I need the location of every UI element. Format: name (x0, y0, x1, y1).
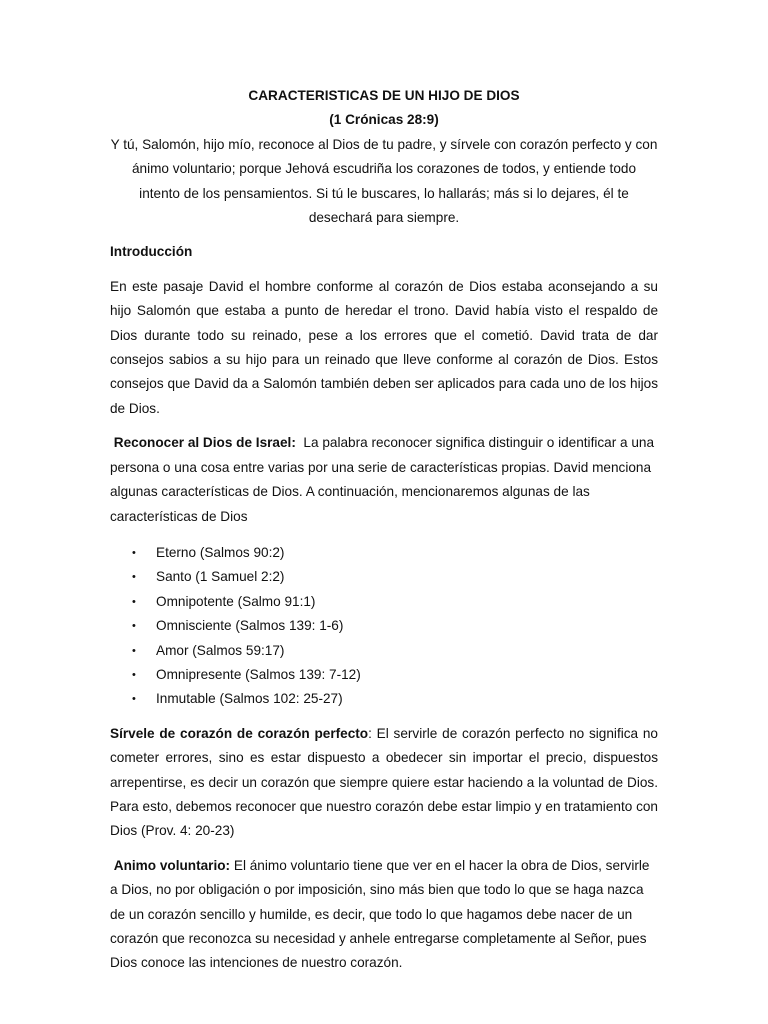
introduction-paragraph: En este pasaje David el hombre conforme al corazón de Dios estaba aconsejando a su hijo Salomón que estaba a punto de heredar el trono. David había visto el respaldo de Dios durante todo su reinado, pese a los errores que el cometió. David trata de dar consejos sabios a su hijo para un reinado que lleve conforme al corazón de Dios. Estos consejos que David da a Salomón también deben ser aplicados para cada uno de los hijos de Dios. (110, 278, 658, 416)
list-item (132, 639, 658, 663)
servir-paragraph (110, 722, 658, 844)
animo-lead: Animo voluntario: (113, 857, 231, 873)
bullet-icon: • (132, 595, 136, 608)
attributes-list (110, 541, 658, 712)
list-item-text: Eterno (Salmos 90:2) (156, 544, 285, 560)
reconocer-paragraph (110, 431, 658, 529)
scripture-verse: Y tú, Salomón, hijo mío, reconoce al Dios de tu padre, y sírvele con corazón perfecto y con ánimo voluntario; porque Jehová escudriña los corazones de todos, y entiende todo intento de los pensamientos. Si tú le buscares, lo hallarás; más si lo dejares, él te desechará para siempre. (110, 136, 658, 226)
animo-text: El ánimo voluntario tiene que ver en el hacer la obra de Dios, servirle a Dios, no por obligación o por imposición, sino más bien que todo lo que se haga nazca de un corazón sencillo y humilde, es decir, que todo lo que hagamos debe nacer de un corazón que reconozca su necesidad y anhele entregarse completamente al Señor, pues Dios conoce las intenciones de nuestro corazón. (110, 857, 650, 971)
scripture-reference: (1 Crónicas 28:9) (329, 112, 439, 128)
servir-lead: Sírvele de corazón de corazón perfecto (110, 725, 369, 741)
animo-paragraph (110, 854, 658, 976)
list-item (132, 590, 658, 614)
list-item (132, 565, 658, 589)
servir-text: : El servirle de corazón perfecto no significa no cometer errores, sino es estar dispuesto a obedecer sin importar el precio, dispuestos arrepentirse, es decir un corazón que siempre quiere estar haciendo a la voluntad de Dios. Para esto, debemos reconocer que nuestro corazón debe estar limpio y en tratamiento con Dios (Prov. 4: 20-23) (110, 725, 658, 839)
introduction-heading: Introducción (110, 244, 193, 260)
title-block (110, 84, 658, 230)
list-item-text: Omnipotente (Salmo 91:1) (156, 593, 316, 609)
list-item-text: Inmutable (Salmos 102: 25-27) (156, 691, 343, 707)
list-item-text: Santo (1 Samuel 2:2) (156, 569, 285, 585)
bullet-icon: • (132, 644, 136, 657)
bullet-icon: • (132, 620, 136, 633)
list-item (132, 614, 658, 638)
list-item-text: Omnipresente (Salmos 139: 7-12) (156, 666, 361, 682)
list-item (132, 663, 658, 687)
list-item-text: Amor (Salmos 59:17) (156, 642, 285, 658)
bullet-icon: • (132, 668, 136, 681)
list-item (132, 541, 658, 565)
reconocer-lead: Reconocer al Dios de Israel: (113, 435, 296, 451)
bullet-icon: • (132, 546, 136, 559)
list-item (132, 687, 658, 711)
list-item-text: Omnisciente (Salmos 139: 1-6) (156, 618, 344, 634)
document-title: CARACTERISTICAS DE UN HIJO DE DIOS (248, 88, 520, 103)
reconocer-text: La palabra reconocer significa distinguir o identificar a una persona o una cosa entre varias por una serie de características propias. David menciona algunas características de Dios. A continuación, mencionaremos algunas de las características de Dios (110, 435, 655, 524)
bullet-icon: • (132, 571, 136, 584)
bullet-icon: • (132, 693, 136, 706)
